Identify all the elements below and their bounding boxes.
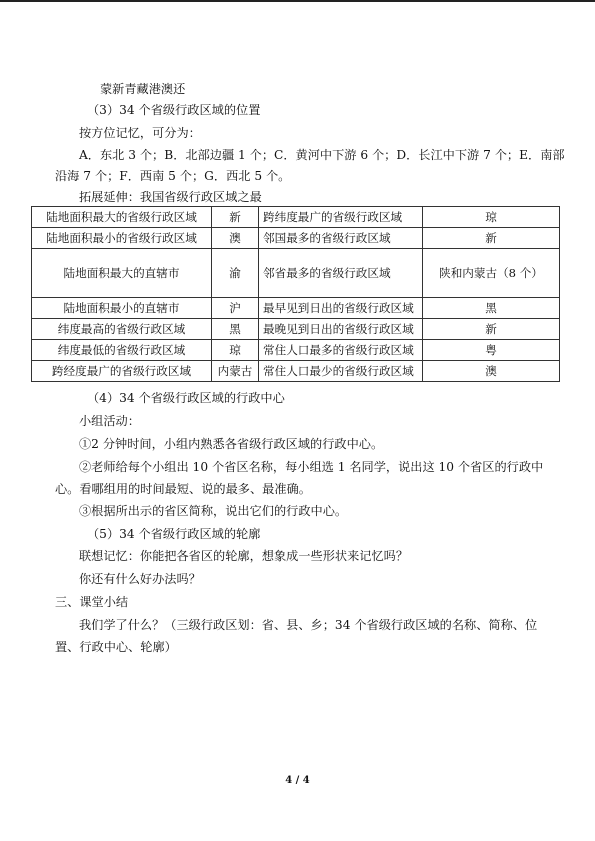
table-cell: 邻省最多的省级行政区域 [259, 249, 423, 298]
table-cell: 琼 [423, 207, 560, 228]
table-cell: 沪 [212, 298, 259, 319]
table-cell: 最早见到日出的省级行政区域 [259, 298, 423, 319]
table-cell: 常住人口最多的省级行政区域 [259, 340, 423, 361]
direction-groups-line-1: A．东北 3 个；B．北部边疆 1 个；C．黄河中下游 6 个；D．长江中下游 7 个；E．南部 [79, 148, 565, 162]
table-cell: 跨经度最广的省级行政区域 [32, 361, 212, 382]
table-cell: 跨纬度最广的省级行政区域 [259, 207, 423, 228]
table-cell: 内蒙古 [212, 361, 259, 382]
table-row [32, 298, 560, 319]
activity-2-line-1: ②老师给每个小组出 10 个省区名称，每小组选 1 名同学，说出这 10 个省区的行政中 [79, 460, 544, 474]
table-cell: 邻国最多的省级行政区域 [259, 228, 423, 249]
table-cell: 新 [423, 228, 560, 249]
section-5-heading: （5）34 个省级行政区域的轮廓 [87, 527, 261, 541]
direction-groups-line-2: 沿海 7 个；F．西南 5 个；G．西北 5 个。 [55, 169, 291, 183]
table-cell: 陆地面积最大的省级行政区域 [32, 207, 212, 228]
section-3-heading: （3）34 个省级行政区域的位置 [87, 103, 261, 117]
other-methods-question: 你还有什么好办法吗？ [79, 572, 201, 586]
table-row [32, 340, 560, 361]
table-cell: 纬度最高的省级行政区域 [32, 319, 212, 340]
table-cell: 渝 [212, 249, 259, 298]
table-cell: 陆地面积最小的省级行政区域 [32, 228, 212, 249]
table-cell: 陆地面积最大的直辖市 [32, 249, 212, 298]
group-activity-label: 小组活动： [79, 414, 140, 428]
table-row [32, 319, 560, 340]
activity-1: ①2 分钟时间，小组内熟悉各省级行政区域的行政中心。 [79, 437, 384, 451]
table-cell: 常住人口最少的省级行政区域 [259, 361, 423, 382]
activity-3: ③根据所出示的省区简称，说出它们的行政中心。 [79, 504, 348, 518]
superlatives-table [31, 206, 560, 382]
activity-2-line-2: 心。看哪组用的时间最短、说的最多、最准确。 [55, 482, 311, 496]
mnemonic-line: 蒙新青藏港澳还 [100, 82, 186, 96]
table-cell: 澳 [423, 361, 560, 382]
table-cell [423, 249, 560, 298]
table-row [32, 361, 560, 382]
table-cell: 新 [212, 207, 259, 228]
summary-line-2: 置、行政中心、轮廓） [55, 640, 177, 654]
page-number: 4 / 4 [285, 775, 310, 786]
summary-line-1: 我们学了什么？（三级行政区划：省、县、乡；34 个省级行政区域的名称、简称、位 [79, 618, 538, 632]
table-cell: 新 [423, 319, 560, 340]
table-row [32, 207, 560, 228]
table-cell: 粤 [423, 340, 560, 361]
table-cell: 黑 [423, 298, 560, 319]
table-cell: 黑 [212, 319, 259, 340]
table-cell: 琼 [212, 340, 259, 361]
table-cell: 纬度最低的省级行政区域 [32, 340, 212, 361]
table-cell: 澳 [212, 228, 259, 249]
extension-title: 拓展延伸：我国省级行政区域之最 [79, 190, 262, 204]
association-memory: 联想记忆：你能把各省区的轮廓，想象成一些形状来记忆吗？ [79, 549, 409, 563]
section-4-heading: （4）34 个省级行政区域的行政中心 [87, 391, 285, 405]
table-cell: 最晚见到日出的省级行政区域 [259, 319, 423, 340]
table-row [32, 249, 560, 298]
table-row [32, 228, 560, 249]
table-cell-text: 陕和内蒙古（8 个） [439, 266, 543, 280]
direction-intro: 按方位记忆，可分为： [79, 126, 201, 140]
table-cell: 陆地面积最小的直辖市 [32, 298, 212, 319]
summary-heading: 三、课堂小结 [55, 595, 129, 609]
